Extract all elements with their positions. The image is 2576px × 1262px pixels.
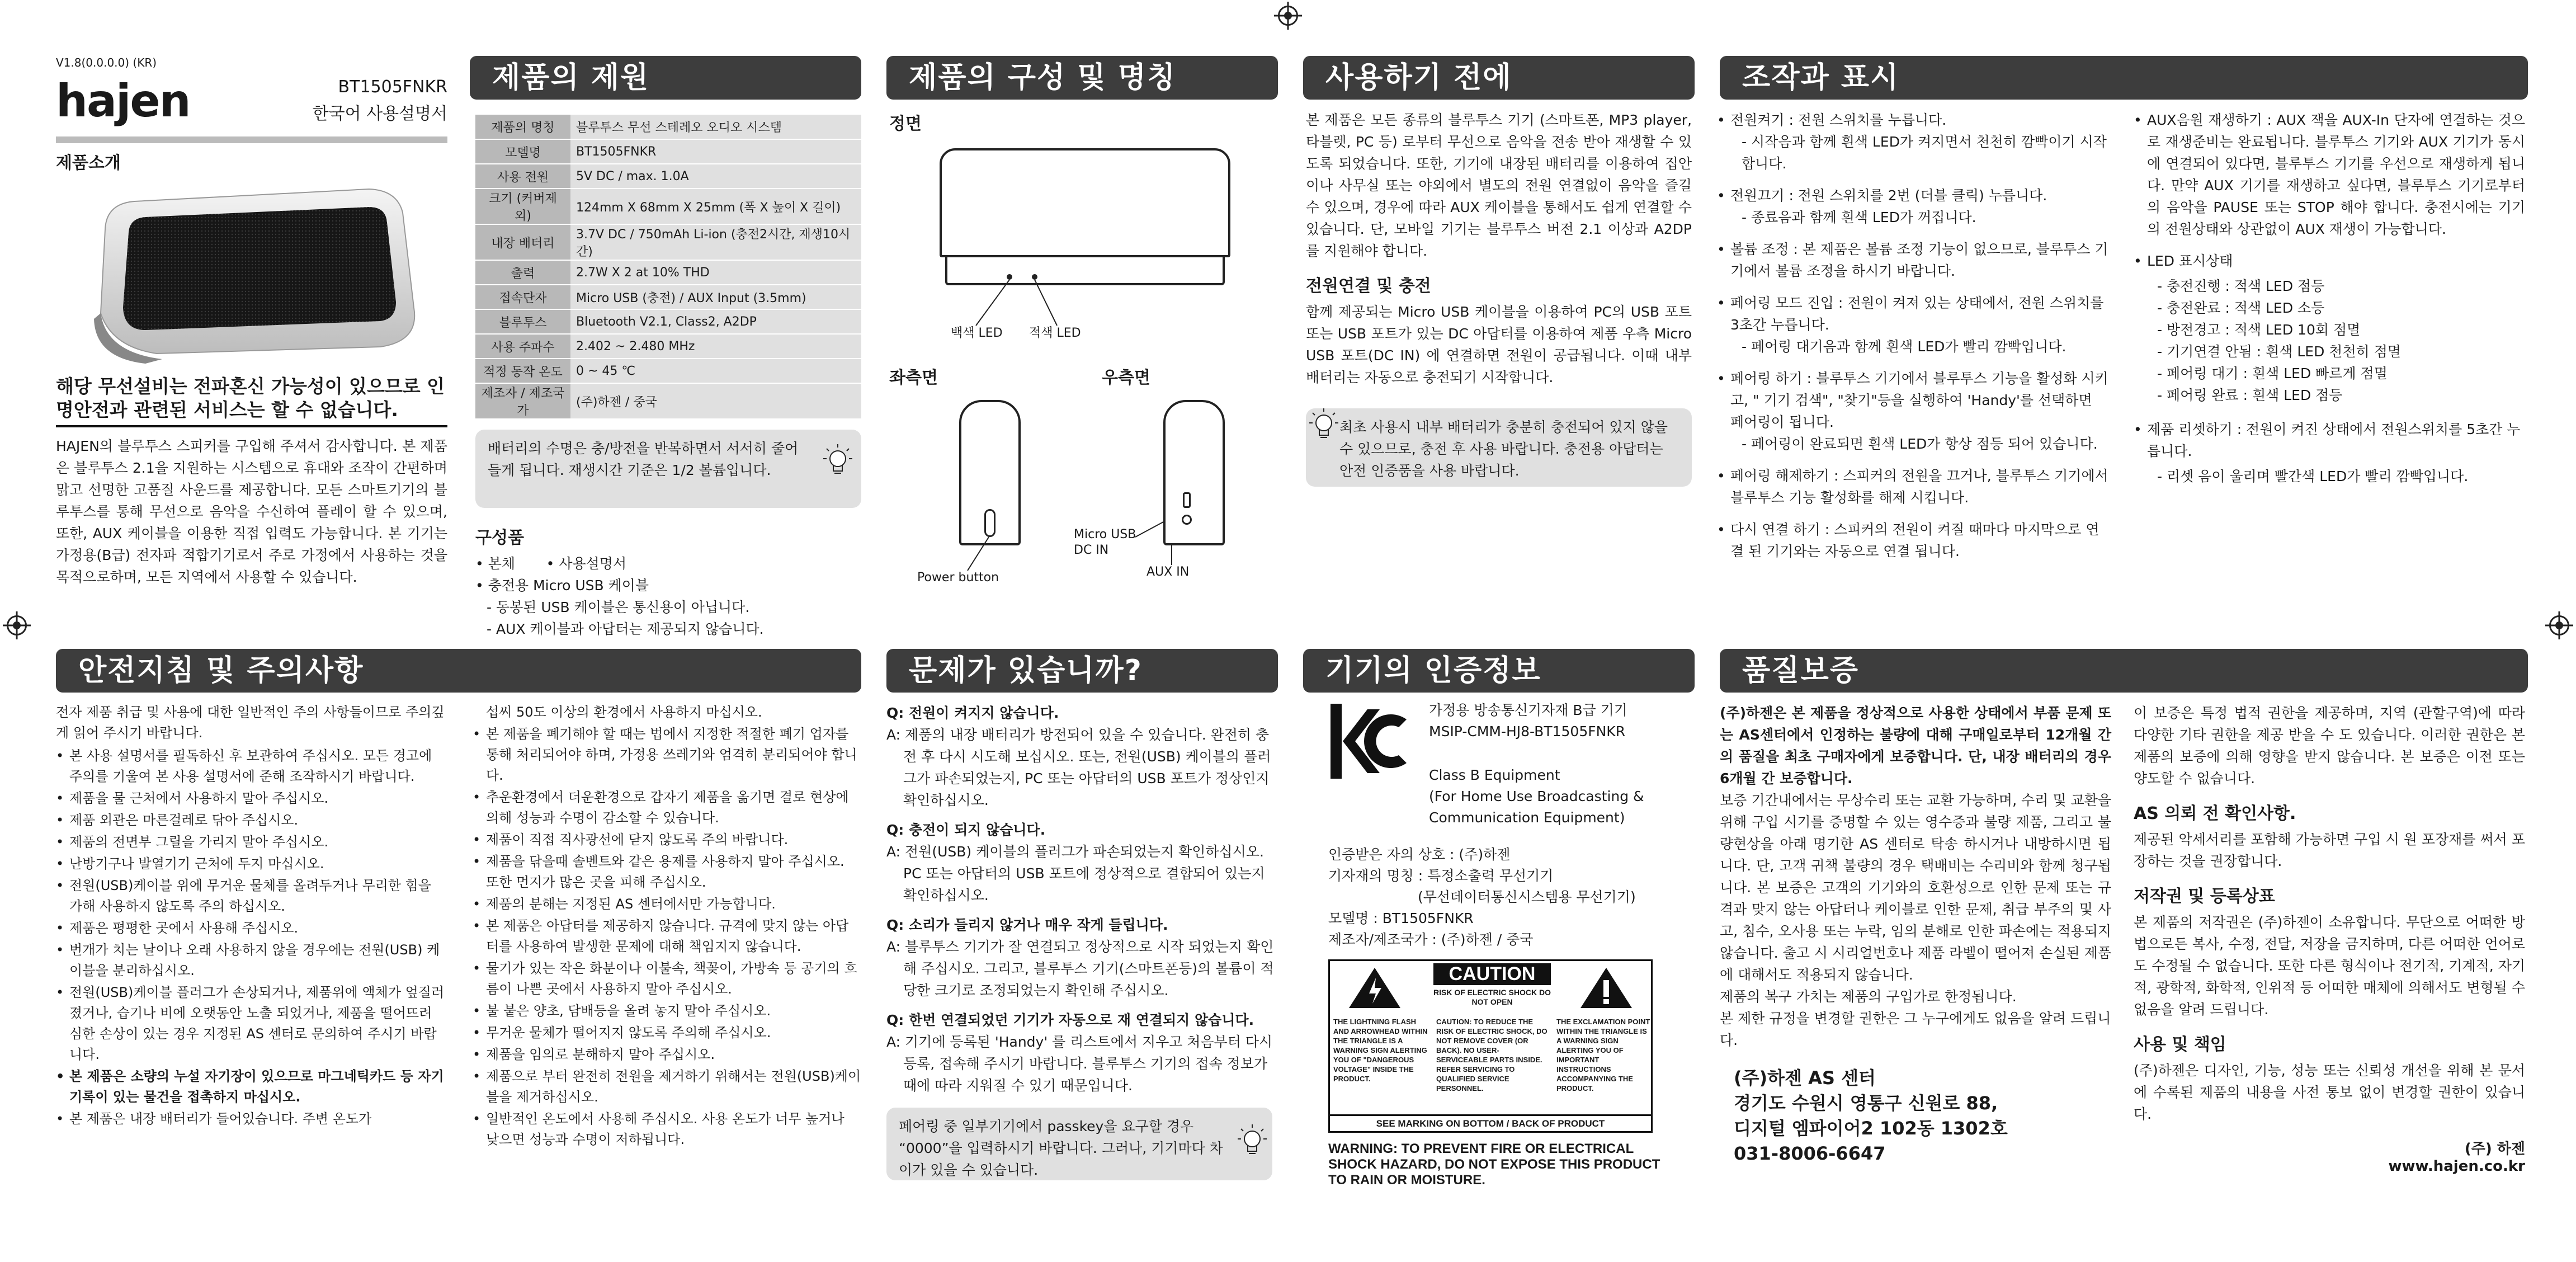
power-title: 전원연결 및 충전 [1306, 276, 1431, 296]
spec-row [475, 115, 861, 139]
safety-intro: 전자 제품 취급 및 사용에 대한 일반적인 주의 사항들이므로 주의깊게 읽어 주시기 바랍니다. [56, 704, 445, 741]
kc-mark-logo [1328, 699, 1412, 783]
safety-list-1 [56, 746, 447, 1129]
fire-warning: WARNING: TO PREVENT FIRE OR ELECTRICAL SHOCK HAZARD, DO NOT EXPOSE THIS PRODUCT TO RAIN OR MOISTURE. [1328, 1141, 1660, 1188]
specs-header: 제품의 제원 [470, 56, 861, 100]
website: www.hajen.co.kr [2388, 1158, 2525, 1175]
control-item [1717, 465, 2108, 508]
spec-row [475, 334, 861, 359]
safety-item: • 번개가 치는 날이나 오래 사용하지 않을 경우에는 전원(USB) 케이블을 분리하십시오. [56, 940, 447, 981]
control-item [1717, 185, 2108, 228]
copyright-title: 저작권 및 등록상표 [2134, 887, 2275, 906]
control-item [1717, 519, 2108, 562]
safety-item: • 제품이 직접 직사광선에 닫지 않도록 주의 바랍니다. [473, 830, 861, 850]
as-center-addr1: 경기도 수원시 영통구 신원로 88, [1734, 1093, 1998, 1114]
spec-key: 적정 동작 온도 [475, 359, 570, 383]
safety-item: • 전원(USB)케이블 플러그가 손상되거나, 제품위에 액체가 엎질러졌거나, 습기나 비에 오랫동안 노출 되었거나, 제품을 떨어뜨려 심한 손상이 있는 경우 지정된 AS 센터로 문의하여 주시기 바랍니다. [56, 982, 447, 1065]
as-center-title: (주)하젠 AS 센터 [1734, 1067, 1876, 1089]
spec-row [475, 309, 861, 334]
spec-key: 제품의 명칭 [475, 115, 570, 139]
cert-info1: 인증받은 자의 상호 : (주)하젠 [1328, 846, 1511, 863]
caution-bottom: SEE MARKING ON BOTTOM / BACK OF PRODUCT [1330, 1114, 1651, 1131]
faq-answer: A: 기기에 등록된 'Handy' 를 리스트에서 지우고 처음부터 다시 등록, 접속해 주시기 바랍니다. 블루투스 기기의 접속 정보가 때에 따라 지워질 수 있기 때문입니다. [886, 1034, 1273, 1094]
control-item-sub: - 페어링 대기음과 함께 흰색 LED가 빨리 깜빡입니다. [1742, 338, 2067, 355]
parts-header: 제품의 구성 및 명칭 [886, 56, 1278, 100]
spec-key: 제조자 / 제조국가 [475, 383, 570, 419]
spec-value: (주)하젠 / 중국 [570, 383, 861, 419]
left-side-label: 좌측면 [889, 368, 938, 388]
faq-answer: A: 제품의 내장 배터리가 방전되어 있을 수 있습니다. 완전히 충전 후 다시 시도해 보십시오. 또는, 전원(USB) 케이블의 플러그가 파손되었는지, PC 또는 아답터의 USB 포트가 정상인지 확인하십시오. [886, 727, 1271, 808]
controls-left [1717, 109, 2108, 572]
control-item-main: • 페어링 하기 : 블루투스 기기에서 블루투스 기능을 활성화 시키고, " 기기 검색", "찾기"등을 실행하여 'Handy'를 선택하면 페어링이 됩니다. [1730, 370, 2108, 430]
micro-usb-port [1183, 492, 1191, 508]
safety-item: • 제품의 전면부 그릴을 가리지 말아 주십시오. [56, 832, 447, 853]
cert-line1: 가정용 방송통신기자재 B급 기기 [1429, 702, 1627, 718]
led-status-item: - 페어링 완료 : 흰색 LED 점등 [2157, 387, 2343, 403]
safety-item: 섭씨 50도 이상의 환경에서 사용하지 마십시오. [486, 704, 762, 720]
spec-value: 0 ~ 45 ℃ [570, 359, 861, 383]
product-photo [89, 179, 425, 364]
faq-header: 문제가 있습니까? [886, 649, 1278, 693]
safety-item: • 난방기구나 발열기기 근처에 두지 마십시오. [56, 854, 447, 874]
lightbulb-icon [1231, 1121, 1270, 1160]
safety-item: • 본 제품은 아답터를 제공하지 않습니다. 규격에 맞지 않는 아답터를 사용하여 발생한 문제에 대해 책임지지 않습니다. [473, 916, 861, 957]
as-packing-title: AS 의뢰 전 확인사항. [2134, 804, 2296, 823]
warranty-body3: 본 제한 규정을 변경할 권한은 그 누구에게도 없음을 알려 드립니다. [1720, 1010, 2111, 1048]
reset-list [2134, 418, 2525, 462]
spec-table [475, 115, 861, 420]
rf-warning: 해당 무선설비는 전파혼신 가능성이 있으므로 인명안전과 관련된 서비스는 할 수 없습니다. [56, 375, 447, 427]
cert-line2: MSIP-CMM-HJ8-BT1505FNKR [1429, 723, 1626, 740]
lightbulb-icon [1303, 405, 1342, 444]
spec-value: Micro USB (충전) / AUX Input (3.5mm) [570, 285, 861, 309]
spec-row [475, 383, 861, 419]
as-center-phone: 031-8006-6647 [1734, 1143, 1886, 1164]
led-status-item: - 방전경고 : 적색 LED 10회 점멸 [2157, 322, 2361, 338]
led-status-title: • LED 표시상태 [2134, 250, 2525, 272]
controls-list [1717, 109, 2108, 562]
model-code: BT1505FNKR [338, 77, 447, 97]
cert-info3: (무선데이터통신시스템용 무선기기) [1418, 889, 1636, 905]
faq-question: Q: 소리가 들리지 않거나 매우 작게 들립니다. [886, 917, 1168, 933]
reset-item: • 제품 리셋하기 : 전원이 켜진 상태에서 전원스위치를 5초간 누릅니다. [2134, 418, 2525, 462]
micro-usb-label: Micro USB DC IN [1074, 528, 1136, 557]
control-item [1717, 292, 2108, 357]
cert-header: 기기의 인증정보 [1303, 649, 1695, 693]
caution-title: CAUTION [1433, 963, 1551, 985]
intro-column [56, 56, 447, 588]
company-name: (주) 하젠 [2464, 1141, 2525, 1157]
warranty-body: 보증 기간내에서는 무상수리 또는 교환 가능하며, 수리 및 교환을 위해 구입 시기를 증명할 수 있는 영수증과 불량 제품, 그리고 불량현상을 아래 명기한 AS 센터로 탁송 하시거나 내방하시면 됩니다. 단, 고객 귀책 불량의 경우 택배비는 수리비와 함께 청구됩니다. 본 보증은 고객의 기기와의 호환성으로 인한 문제 또는 규격과 맞지 않는 아답터나 케이블로 인한 문제, 취급 부주의 및 사고, 침수, 오사용 또는 누락, 임의 분해로 인한 파손에는 적용되지 않습니다. 출고 시 시리얼번호나 제품 라벨이 떨어져 손실된 제품에 대해서도 적용되지 않습니다. [1720, 792, 2111, 983]
liability-title: 사용 및 책임 [2134, 1035, 2226, 1054]
reset-sub: - 리셋 음이 울리며 빨간색 LED가 빨리 깜빡입니다. [2157, 468, 2469, 484]
registration-mark-top [1278, 6, 1298, 26]
lightning-warning-icon [1347, 966, 1403, 1010]
before-use-column [1306, 109, 1692, 487]
led-status-items [2134, 275, 2525, 406]
cert-class-b2: (For Home Use Broadcasting & [1429, 788, 1644, 804]
before-use-header: 사용하기 전에 [1303, 56, 1695, 100]
spec-key: 모델명 [475, 139, 570, 164]
lightbulb-icon [817, 441, 856, 480]
spec-value: BT1505FNKR [570, 139, 861, 164]
safety-item: • 불 붙은 양초, 담배등을 올려 놓지 말아 주십시오. [473, 1001, 861, 1021]
faq-question: Q: 한번 연결되었던 기기가 자동으로 재 연결되지 않습니다. [886, 1012, 1254, 1028]
control-item-main: • 페어링 해제하기 : 스피커의 전원을 끄거나, 블루투스 기기에서 블루투스 기능 활성화를 해제 시킵니다. [1730, 468, 2108, 506]
caution-left-text: THE LIGHTNING FLASH AND ARROWHEAD WITHIN THE TRIANGLE IS A WARNING SIGN ALERTING YOU OF "DANGEROUS VOLTAGE" INSIDE THE PRODUCT. [1333, 1018, 1428, 1083]
safety-item: • 일반적인 온도에서 사용해 주십시오. 사용 온도가 너무 높거나 낮으면 성능과 수명이 저하됩니다. [473, 1109, 861, 1150]
as-packing-body: 제공된 악세서리를 포함해 가능하면 구입 시 원 포장재를 써서 포장하는 것을 권장합니다. [2134, 831, 2525, 869]
components-line2: • 충전용 Micro USB 케이블 [475, 577, 649, 594]
safety-item: • 추운환경에서 더운환경으로 갑자기 제품을 옮기면 결로 현상에 의해 성능과 수명이 감소할 수 있습니다. [473, 787, 861, 828]
header-rule [56, 136, 447, 143]
intro-title: 제품소개 [56, 153, 121, 173]
spec-value: 124mm X 68mm X 25mm (폭 X 높이 X 길이) [570, 189, 861, 224]
aux-in-label: AUX IN [1147, 565, 1190, 579]
spec-key: 크기 (커버제외) [475, 189, 570, 224]
spec-row [475, 189, 861, 224]
liability-body: (주)하젠은 디자인, 기능, 성능 또는 신뢰성 개선을 위해 본 문서에 수록된 제품의 내용을 사전 통보 없이 변경할 권한이 있습니다. [2134, 1062, 2525, 1122]
faq-column [886, 702, 1278, 1180]
power-body: 함께 제공되는 Micro USB 케이블을 이용하여 PC의 USB 포트 또는 USB 포트가 있는 DC 아답터를 이용하여 제품 우측 Micro USB 포트(DC IN) 에 연결하면 전원이 공급됩니다. 이때 내부 배터리는 자동으로 충전되기 시작합니다. [1306, 304, 1692, 385]
spec-key: 내장 배터리 [475, 224, 570, 260]
cert-info4: 모델명 : BT1505FNKR [1328, 910, 1474, 926]
aux-item: • AUX음원 재생하기 : AUX 잭을 AUX-In 단자에 연결하는 것으로 재생준비는 완료됩니다. 블루투스 기기와 AUX 기기가 동시에 연결되어 있다면, 블루투스 기기를 우선으로 재생하게 됩니다. 만약 AUX 기기를 재생하고 싶다면, 블루투스 기기로부터의 음악을 PAUSE 또는 STOP 해야 합니다. 충전시에는 기기의 전원상태와 상관없이 AUX 재생이 가능합니다. [2134, 109, 2525, 240]
intro-body: HAJEN의 블루투스 스피커를 구입해 주셔서 감사합니다. 본 제품은 블루투스 2.1을 지원하는 시스템으로 휴대와 조작이 간편하며 맑고 선명한 고품질 사운드를 제공합니다. 모든 스마트기기의 블루투스를 통해 무선으로 음악을 수신하여 플레이 할 수 있으며, 또한, AUX 케이블을 이용한 직접 입력도 가능합니다. 본 기기는 가정용(B급) 전자파 적합기기로서 주로 가정에서 사용하는 것을 목적으로하며, 모든 지역에서 사용할 수 있습니다. [56, 438, 447, 585]
spec-value: 2.7W X 2 at 10% THD [570, 260, 861, 285]
led-status-item: - 충전완료 : 적색 LED 소등 [2157, 300, 2325, 316]
power-button-label: Power button [917, 571, 999, 585]
faq-question: Q: 전원이 켜지지 않습니다. [886, 705, 1059, 721]
warranty-right-body: 이 보증은 특정 법적 권한을 제공하며, 지역 (관할구역)에 따라 다양한 기타 권한을 제공 받을 수 도 있습니다. 이러한 권한은 본 제품의 보증에 의해 영향을 받지 않습니다. 본 보증은 이전 또는 양도할 수 없습니다. [2134, 705, 2525, 787]
exclamation-warning-icon [1578, 966, 1634, 1010]
red-led-label: 적색 LED [1029, 326, 1081, 340]
copyright-body: 본 제품의 저작권은 (주)하젠이 소유합니다. 무단으로 어떠한 방법으로든 복사, 수정, 전달, 저장을 금지하며, 다른 어떠한 언어로도 수정될 수 없습니다. 또한 다른 형식이나 전기적, 기계적, 자기적, 광학적, 화학적, 인위적 등 어떠한 매체에 의해서도 변형될 수 없음을 알려 드립니다. [2134, 914, 2525, 1018]
spec-row [475, 224, 861, 260]
before-use-body: 본 제품은 모든 종류의 블루투스 기기 (스마트폰, MP3 player, 타블렛, PC 등) 로부터 무선으로 음악을 전송 받아 재생할 수 있도록 되었습니다. 또한, 기기에 내장된 배터리를 이용하여 집안이나 사무실 또는 야외에서 별도의 전원 연결없이 음악을 즐길 수 있으며, 경우에 따라 AUX 케이블을 통해서도 쉽게 연결할 수 있습니다. 단, 모바일 기기는 블루투스 버전 2.1 이상과 A2DP를 지원해야 합니다. [1306, 112, 1692, 259]
spec-value: 2.402 ~ 2.480 MHz [570, 334, 861, 359]
spec-row [475, 285, 861, 309]
control-item-main: • 전원켜기 : 전원 스위치를 누릅니다. [1730, 112, 1947, 128]
spec-key: 사용 주파수 [475, 334, 570, 359]
cert-class-b1: Class B Equipment [1429, 767, 1560, 783]
faq-answer: A: 블루투스 기기가 잘 연결되고 정상적으로 시작 되었는지 확인해 주십시오. 그리고, 블루투스 기기(스마트폰등)의 볼륨이 적당한 크기로 조정되었는지 확인해 주십시오. [886, 939, 1274, 999]
components-line1: • 본체 • 사용설명서 [475, 555, 627, 572]
cert-class-b3: Communication Equipment) [1429, 809, 1625, 826]
spec-value: Bluetooth V2.1, Class2, A2DP [570, 309, 861, 334]
charging-tip: 최초 사용시 내부 배터리가 충분히 충전되어 있지 않을 수 있으므로, 충전 후 사용 바랍니다. 충전용 아답터는 안전 인증품을 사용 바랍니다. [1339, 419, 1668, 479]
faq-list [886, 702, 1278, 1096]
cert-column [1328, 699, 1697, 1225]
spec-row [475, 260, 861, 285]
control-item-main: • 전원끄기 : 전원 스위치를 2번 (더블 클릭) 누릅니다. [1730, 187, 2047, 204]
warranty-right [2134, 702, 2525, 1175]
passkey-tip-box [886, 1108, 1272, 1180]
spec-key: 블루투스 [475, 309, 570, 334]
right-side-drawing [1163, 400, 1225, 545]
safety-item: • 제품 외관은 마른걸레로 닦아 주십시오. [56, 810, 447, 831]
safety-item: • 제품을 임의로 분해하지 말아 주십시오. [473, 1044, 861, 1065]
control-item [1717, 368, 2108, 455]
warranty-body2: 제품의 복구 가치는 제품의 구입가로 한정됩니다. [1720, 988, 2017, 1005]
as-center-addr2: 디지털 엠파이어2 102동 1302호 [1734, 1118, 2008, 1139]
faq-answer: A: 전원(USB) 케이블의 플러그가 파손되었는지 확인하십시오. PC 또는 아답터의 USB 포트에 정상적으로 결합되어 있는지 확인하십시오. [886, 844, 1265, 903]
passkey-tip: 페어링 중 일부기기에서 passkey을 요구할 경우 “0000”을 입력하시기 바랍니다. 그러나, 기기마다 차이가 있을 수 있습니다. [899, 1118, 1223, 1178]
charging-tip-box [1306, 408, 1692, 487]
safety-item: • 전원(USB)케이블 위에 무거운 물체를 올려두거나 무리한 힘을 가해 사용하지 않도록 주의 하십시오. [56, 875, 447, 917]
control-item-sub: - 종료음과 함께 흰색 LED가 꺼집니다. [1742, 209, 1976, 225]
control-item [1717, 238, 2108, 282]
brand-logo: hajen [56, 75, 190, 127]
control-item-main: • 다시 연결 하기 : 스피커의 전원이 켜질 때마다 마지막으로 연결 된 기기와는 자동으로 연결 됩니다. [1730, 521, 2100, 559]
manual-title: 한국어 사용설명서 [312, 104, 447, 124]
components-title: 구성품 [475, 528, 524, 548]
control-item-sub: - 페어링이 완료되면 흰색 LED가 항상 점등 되어 있습니다. [1742, 436, 2098, 452]
warranty-header: 품질보증 [1720, 649, 2528, 693]
warranty-bold-intro: (주)하젠은 본 제품을 정상적으로 사용한 상태에서 부품 문제 또는 AS센터에서 인정하는 불량에 대해 구매일로부터 12개월 간의 품질을 최초 구매자에게 보증합니다. 단, 내장 배터리의 경우 6개월 간 보증합니다. [1720, 705, 2111, 787]
caution-right-text: THE EXCLAMATION POINT WITHIN THE TRIANGLE IS A WARNING SIGN ALERTING YOU OF IMPORTANT INSTRUCTIONS ACCOMPANYING THE PRODUCT. [1556, 1018, 1650, 1093]
caution-sub: RISK OF ELECTRIC SHOCK DO NOT OPEN [1433, 988, 1551, 1006]
safety-item: • 제품을 물 근처에서 사용하지 말아 주십시오. [56, 788, 447, 809]
control-item-sub: - 시작음과 함께 흰색 LED가 켜지면서 천천히 깜빡이기 시작합니다. [1742, 134, 2107, 172]
spec-row [475, 139, 861, 164]
led-status-list [2134, 250, 2525, 272]
registration-mark-right [2549, 615, 2569, 635]
registration-mark-left [7, 615, 27, 635]
faq-question: Q: 충전이 되지 않습니다. [886, 822, 1046, 838]
led-status-item: - 페어링 대기 : 흰색 LED 빠르게 점멸 [2157, 365, 2388, 382]
safety-item: • 무거운 물체가 떨어지지 않도록 주의해 주십시오. [473, 1023, 861, 1043]
control-item [1717, 109, 2108, 175]
spec-key: 접속단자 [475, 285, 570, 309]
battery-tip-box [475, 430, 861, 508]
components-note1: - 동봉된 USB 케이블은 통신용이 아닙니다. [487, 599, 750, 615]
caution-mid-text: CAUTION: TO REDUCE THE RISK OF ELECTRIC SHOCK, DO NOT REMOVE COVER (OR BACK). NO USER-SERVICEABLE PARTS INSIDE. REFER SERVICING TO QUALIFIED SERVICE PERSONNEL. [1436, 1018, 1548, 1093]
warranty-left [1720, 702, 2111, 1166]
control-item-main: • 볼륨 조정 : 본 제품은 볼륨 조정 기능이 없으므로, 블루투스 기기에서 볼륨 조정을 하시기 바랍니다. [1730, 241, 2108, 279]
spec-value: 블루투스 무선 스테레오 오디오 시스템 [570, 115, 861, 139]
safety-list-2 [473, 702, 861, 1150]
control-item-main: • 페어링 모드 진입 : 전원이 켜져 있는 상태에서, 전원 스위치를 3초간 누릅니다. [1730, 295, 2104, 333]
safety-item: • 본 사용 설명서를 필독하신 후 보관하여 주십시오. 모든 경고에 주의를 기울여 본 사용 설명서에 준해 조작하시기 바랍니다. [56, 746, 447, 787]
led-status-item: - 충전진행 : 적색 LED 점등 [2157, 278, 2325, 294]
safety-item: • 제품으로 부터 완전히 전원을 제거하기 위해서는 전원(USB)케이블을 제거하십시오. [473, 1066, 861, 1108]
spec-value: 3.7V DC / 750mAh Li-ion (충전2시간, 재생10시간) [570, 224, 861, 260]
safety-header: 안전지침 및 주의사항 [56, 649, 861, 693]
components-note2: - AUX 케이블과 아답터는 제공되지 않습니다. [487, 621, 764, 637]
controls-right-list [2134, 109, 2525, 240]
safety-item: • 제품은 평평한 곳에서 사용해 주십시오. [56, 918, 447, 939]
safety-item: • 본 제품을 폐기해야 할 때는 법에서 지정한 적절한 폐기 업자를 통해 처리되어야 하며, 가정용 쓰레기와 엄격히 분리되어야 합니다. [473, 724, 861, 786]
safety-item: • 제품의 분해는 지정된 AS 센터에서만 가능합니다. [473, 894, 861, 915]
safety-item: • 본 제품은 내장 배터리가 들어있습니다. 주변 온도가 [56, 1109, 447, 1129]
aux-in-port [1182, 515, 1192, 525]
spec-row [475, 164, 861, 189]
version-label: V1.8(0.0.0.0) (KR) [56, 56, 157, 69]
safety-col2 [473, 702, 861, 1151]
spec-key: 출력 [475, 260, 570, 285]
safety-item: • 본 제품은 소량의 누설 자기장이 있으므로 마그네틱카드 등 자기 기록이 있는 물건을 접촉하지 마십시오. [56, 1066, 447, 1108]
led-status-item: - 기기연결 안됨 : 흰색 LED 천천히 점멸 [2157, 343, 2401, 360]
controls-right [2134, 109, 2525, 487]
safety-col1 [56, 702, 447, 1131]
parts-column [889, 106, 1281, 610]
front-label: 정면 [889, 114, 922, 134]
cert-info2: 기자재의 명칭 : 특정소출력 무선기기 [1328, 868, 1554, 884]
spec-key: 사용 전원 [475, 164, 570, 189]
safety-item: • 제품을 닦을때 솔벤트와 같은 용제를 사용하지 말아 주십시오. 또한 먼지가 많은 곳을 피해 주십시오. [473, 851, 861, 893]
right-side-label: 우측면 [1102, 368, 1150, 388]
specs-column [475, 115, 861, 640]
cert-info5: 제조자/제조국가 : (주)하젠 / 중국 [1328, 931, 1534, 948]
white-led-label: 백색 LED [951, 326, 1003, 340]
battery-tip: 배터리의 수명은 충/방전을 반복하면서 서서히 줄어들게 됩니다. 재생시간 기준은 1/2 볼륨입니다. [488, 440, 799, 478]
safety-item: • 물기가 있는 작은 화분이나 이불속, 책꽂이, 가방속 등 공기의 흐름이 나쁜 곳에서 사용하지 말아 주십시오. [473, 958, 861, 1000]
caution-label-box [1328, 959, 1653, 1133]
spec-row [475, 359, 861, 383]
spec-value: 5V DC / max. 1.0A [570, 164, 861, 189]
controls-header: 조작과 표시 [1720, 56, 2528, 100]
